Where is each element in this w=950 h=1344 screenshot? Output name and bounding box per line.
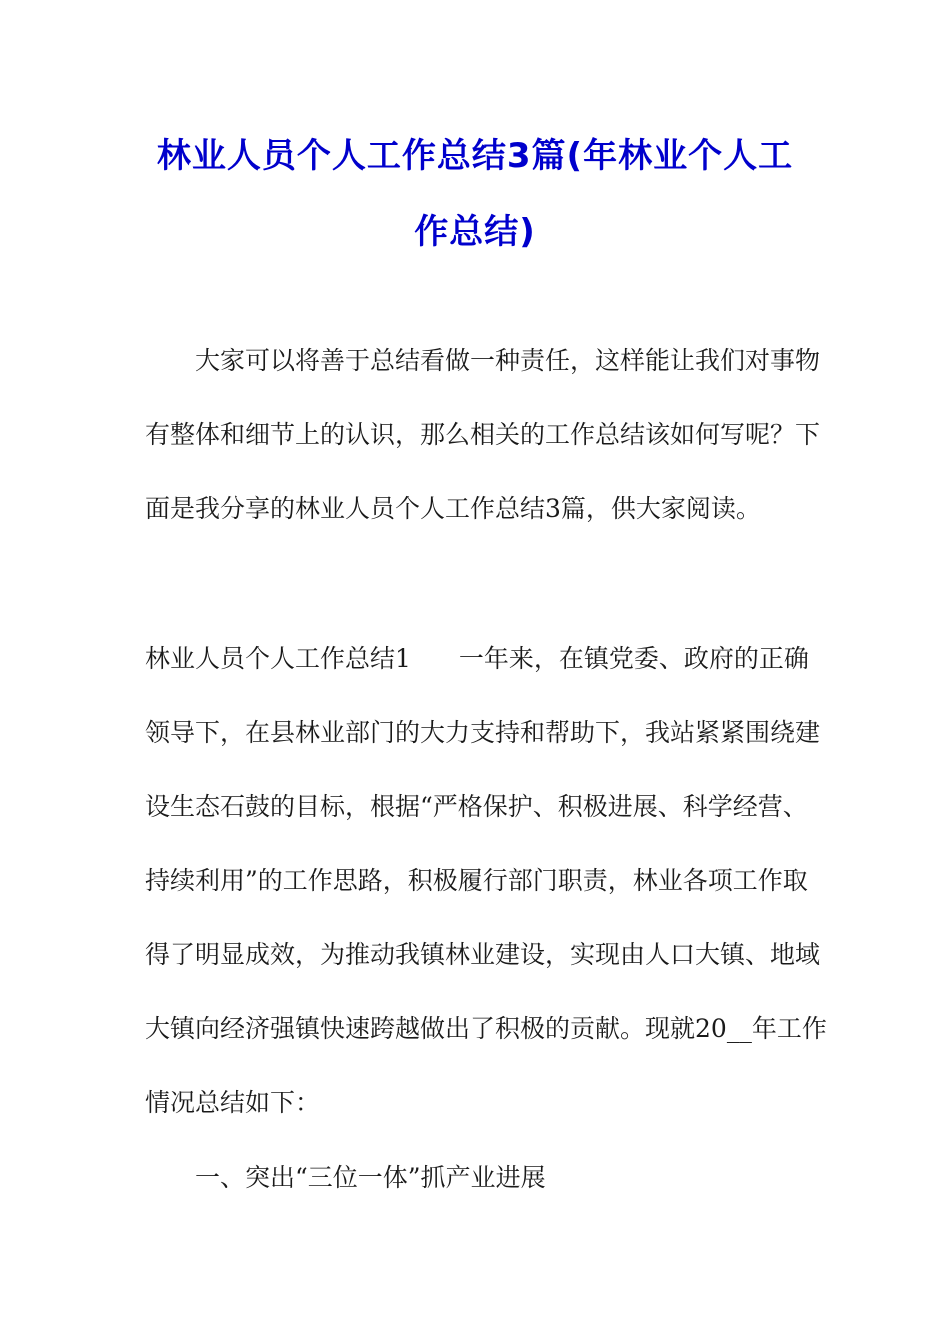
title-line-1: 林业人员个人工作总结3篇(年林业个人工 [156, 136, 794, 176]
section1-line-5: 得了明显成效，为推动我镇林业建设，实现由人口大镇、地域 [145, 940, 821, 969]
section1-line-7: 情况总结如下： [145, 1088, 321, 1117]
document-title [120, 118, 830, 270]
section1-heading: 林业人员个人工作总结1 [145, 644, 411, 673]
section1-line-4: 持续利用”的工作思路，积极履行部门职责，林业各项工作取 [145, 866, 808, 895]
section1-line-6: 大镇向经济强镇快速跨越做出了积极的贡献。现就20__年工作 [145, 1014, 827, 1043]
intro-line-1: 大家可以将善于总结看做一种责任，这样能让我们对事物 [195, 346, 821, 375]
section1-line-2: 领导下，在县林业部门的大力支持和帮助下，我站紧紧围绕建 [145, 718, 821, 747]
section1-line-3: 设生态石鼓的目标，根据“严格保护、积极进展、科学经营、 [145, 792, 808, 821]
intro-line-3: 面是我分享的林业人员个人工作总结3篇，供大家阅读。 [145, 494, 761, 523]
section1-subheading: 一、突出“三位一体”抓产业进展 [195, 1163, 546, 1192]
section1-first-line [145, 641, 809, 677]
intro-line-2: 有整体和细节上的认识，那么相关的工作总结该如何写呢？下 [145, 420, 821, 449]
title-line-2: 作总结) [414, 212, 536, 252]
section1-first-line-rest: 一年来，在镇党委、政府的正确 [458, 644, 809, 673]
